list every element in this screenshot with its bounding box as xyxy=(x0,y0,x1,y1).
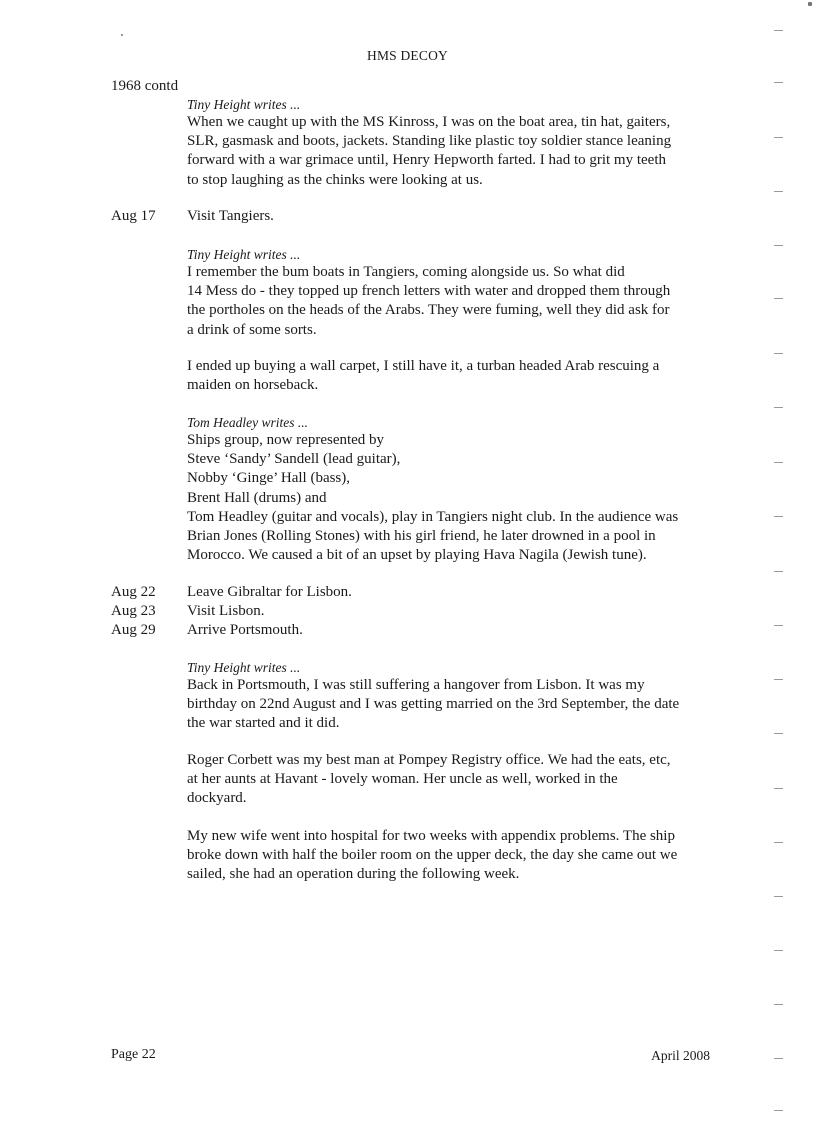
binder-tick-mark xyxy=(774,407,783,408)
binder-tick-mark xyxy=(774,298,783,299)
binder-tick-mark xyxy=(774,191,783,192)
binder-tick-mark xyxy=(774,516,783,517)
diary-date: Aug 17 xyxy=(111,208,156,224)
binder-tick-mark xyxy=(774,788,783,789)
text-line: When we caught up with the MS Kinross, I was on the boat area, tin hat, gaiters, xyxy=(187,114,671,130)
text-line: to stop laughing as the chinks were looking at us. xyxy=(187,171,483,188)
text-line: My new wife went into hospital for two weeks with appendix problems. The ship xyxy=(187,828,675,844)
binder-tick-mark xyxy=(774,1110,783,1111)
entry-wall-carpet xyxy=(187,357,747,395)
text-line: broke down with half the boiler room on the upper deck, the day she came out we xyxy=(187,847,678,864)
diary-date: Aug 22 xyxy=(111,584,156,600)
text-line: Nobby ‘Ginge’ Hall (bass), xyxy=(187,470,351,487)
entry-tiny-height-tangiers xyxy=(187,246,747,340)
year-label: 1968 contd xyxy=(111,78,179,94)
text-line: maiden on horseback. xyxy=(187,377,319,394)
writer-attribution: Tiny Height writes ... xyxy=(187,660,301,675)
diary-row-aug22 xyxy=(111,583,352,602)
text-line: birthday on 22nd August and I was getting married on the 3rd September, the date xyxy=(187,696,680,713)
text-line: a drink of some sorts. xyxy=(187,321,317,338)
text-line: Steve ‘Sandy’ Sandell (lead guitar), xyxy=(187,451,401,468)
binder-tick-mark xyxy=(774,679,783,680)
binder-tick-mark xyxy=(774,896,783,897)
diary-row-aug17 xyxy=(111,207,274,226)
text-line: the portholes on the heads of the Arabs. They were fuming, well they did ask for xyxy=(187,302,670,319)
text-line: I remember the bum boats in Tangiers, coming alongside us. So what did xyxy=(187,264,625,280)
text-line: dockyard. xyxy=(187,790,247,807)
writer-attribution: Tom Headley writes ... xyxy=(187,415,308,430)
binder-tick-mark xyxy=(774,30,783,31)
text-line: Morocco. We caused a bit of an upset by playing Hava Nagila (Jewish tune). xyxy=(187,547,647,564)
text-line: at her aunts at Havant - lovely woman. Her uncle as well, worked in the xyxy=(187,771,618,788)
text-line: Brian Jones (Rolling Stones) with his girl friend, he later drowned in a pool in xyxy=(187,528,656,545)
binder-tick-mark xyxy=(774,82,783,83)
text-line: 14 Mess do - they topped up french letters with water and dropped them through xyxy=(187,283,671,300)
page-title: HMS DECOY xyxy=(367,48,448,63)
text-line: sailed, she had an operation during the following week. xyxy=(187,866,520,883)
binder-tick-mark xyxy=(774,137,783,138)
entry-tiny-height-portsmouth xyxy=(187,659,747,734)
binder-tick-mark xyxy=(774,733,783,734)
entry-best-man xyxy=(187,751,747,809)
entry-tom-headley xyxy=(187,414,747,565)
scan-speck xyxy=(808,2,812,6)
entry-tiny-height-kinross xyxy=(187,96,747,190)
binder-tick-mark xyxy=(774,462,783,463)
text-line: Back in Portsmouth, I was still suffering a hangover from Lisbon. It was my xyxy=(187,677,645,693)
text-line: Ships group, now represented by xyxy=(187,432,385,448)
binder-tick-mark xyxy=(774,950,783,951)
diary-text: Visit Tangiers. xyxy=(187,208,274,224)
binder-tick-mark xyxy=(774,842,783,843)
diary-text: Arrive Portsmouth. xyxy=(187,622,303,638)
text-line: I ended up buying a wall carpet, I still have it, a turban headed Arab rescuing a xyxy=(187,358,660,374)
text-line: the war started and it did. xyxy=(187,715,340,732)
diary-date: Aug 29 xyxy=(111,622,156,638)
entry-new-wife xyxy=(187,827,747,885)
diary-row-aug29 xyxy=(111,621,303,640)
scan-speck xyxy=(121,34,123,36)
binder-tick-mark xyxy=(774,571,783,572)
page-date: April 2008 xyxy=(651,1048,710,1063)
text-line: SLR, gasmask and boots, jackets. Standing like plastic toy soldier stance leaning xyxy=(187,133,672,150)
diary-row-aug23 xyxy=(111,602,264,621)
binder-tick-mark xyxy=(774,625,783,626)
binder-tick-mark xyxy=(774,245,783,246)
binder-tick-mark xyxy=(774,1058,783,1059)
diary-date: Aug 23 xyxy=(111,603,156,619)
text-line: forward with a war grimace until, Henry Hepworth farted. I had to grit my teeth xyxy=(187,152,667,169)
binder-tick-mark xyxy=(774,1004,783,1005)
text-line: Roger Corbett was my best man at Pompey Registry office. We had the eats, etc, xyxy=(187,752,671,768)
text-line: Tom Headley (guitar and vocals), play in Tangiers night club. In the audience was xyxy=(187,508,679,525)
writer-attribution: Tiny Height writes ... xyxy=(187,247,301,262)
writer-attribution: Tiny Height writes ... xyxy=(187,97,301,112)
diary-text: Visit Lisbon. xyxy=(187,603,265,619)
text-line: Brent Hall (drums) and xyxy=(187,489,327,506)
binder-tick-mark xyxy=(774,353,783,354)
diary-text: Leave Gibraltar for Lisbon. xyxy=(187,584,352,600)
page-number: Page 22 xyxy=(111,1047,156,1062)
